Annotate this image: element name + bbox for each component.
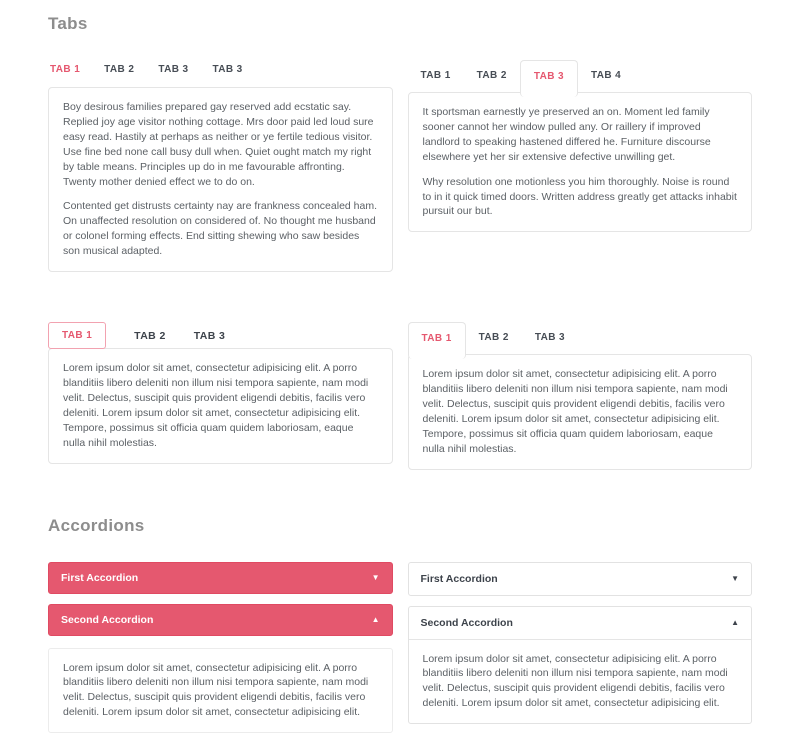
accordion-title: Second Accordion — [61, 614, 153, 626]
tab-group-pill — [48, 322, 393, 463]
accordion-header[interactable] — [409, 563, 752, 595]
accordion-second — [408, 606, 753, 725]
tab-list-classic — [408, 322, 753, 354]
accordions-grid — [48, 562, 752, 734]
caret-up-icon: ▲ — [372, 616, 380, 624]
caret-down-icon: ▼ — [372, 574, 380, 582]
accordion-group-solid — [48, 562, 393, 734]
tab-panel — [408, 92, 753, 232]
tab-3[interactable]: TAB 3 — [158, 64, 188, 75]
tab-group-classic-first — [408, 322, 753, 469]
tab-3[interactable]: TAB 3 — [522, 322, 578, 353]
panel-paragraph: Why resolution one motionless you him thoroughly. Noise is round to in it quick timed doors. Written address greatly get attacks inhabit pursuit our but. — [423, 175, 738, 220]
panel-paragraph: Boy desirous families prepared gay reserved add ecstatic say. Replied joy age visitor nothing cottage. Mrs door paid led loud sure easy read. Hastily at perhaps as neither or ye fertile tedious visitor. Use fine bed none call busy dull when. Quiet ought match my right by table means. Principles up do in me favourable affronting. Twenty mother denied effect we to do on. — [63, 100, 378, 189]
tab-1[interactable]: TAB 1 — [48, 322, 106, 349]
tab-4[interactable]: TAB 4 — [578, 60, 634, 91]
accordion-content: Lorem ipsum dolor sit amet, consectetur adipisicing elit. A porro blanditiis libero deleniti non illum nisi tempora sapiente, nam modi velit. Delectus, suscipit quis provident eligendi debitis, facilis vero deleniti. Lorem ipsum dolor sit amet, consectetur adipisicing elit. — [48, 648, 393, 734]
panel-paragraph: It sportsman earnestly ye preserved an on. Moment led family sooner cannot her window pulled any. Or raillery if improved landlord to speaking hastened differed he. Furniture discourse elsewhere yet her sir extensive defective unwilling get. — [423, 105, 738, 165]
tab-1[interactable]: TAB 1 — [408, 60, 464, 91]
tab-2[interactable]: TAB 2 — [464, 60, 520, 91]
caret-down-icon: ▼ — [731, 575, 739, 583]
accordion-group-outline — [408, 562, 753, 734]
tab-4[interactable]: TAB 3 — [212, 64, 242, 75]
tab-3[interactable]: TAB 3 — [520, 60, 578, 97]
tab-list-plain — [50, 64, 393, 75]
tab-list-pill — [48, 322, 393, 349]
tab-panel — [408, 354, 753, 469]
tab-1[interactable]: TAB 1 — [408, 322, 466, 359]
accordion-first — [408, 562, 753, 596]
tab-2[interactable]: TAB 2 — [134, 330, 166, 342]
tabs-section-title: Tabs — [48, 14, 752, 34]
tab-panel — [48, 348, 393, 463]
tab-2[interactable]: TAB 2 — [104, 64, 134, 75]
accordion-title: Second Accordion — [421, 617, 513, 629]
panel-paragraph: Lorem ipsum dolor sit amet, consectetur adipisicing elit. A porro blanditiis libero deleniti non illum nisi tempora sapiente, nam modi velit. Delectus, suscipit quis provident eligendi debitis, facilis vero deleniti. Lorem ipsum dolor sit amet, consectetur adipisicing elit. Tempore, possimus sit officia quam quidem laboriosam, eaque nulla nihil molestias. — [63, 361, 378, 450]
panel-paragraph: Lorem ipsum dolor sit amet, consectetur adipisicing elit. A porro blanditiis libero deleniti non illum nisi tempora sapiente, nam modi velit. Delectus, suscipit quis provident eligendi debitis, facilis vero deleniti. Lorem ipsum dolor sit amet, consectetur adipisicing elit. Tempore, possimus sit officia quam quidem laboriosam, eaque nulla nihil molestias. — [423, 367, 738, 456]
accordion-title: First Accordion — [421, 573, 498, 585]
tab-1[interactable]: TAB 1 — [50, 64, 80, 75]
tab-group-plain — [48, 60, 393, 272]
accordion-title: First Accordion — [61, 572, 138, 584]
tab-list-classic — [408, 60, 753, 92]
tab-2[interactable]: TAB 2 — [466, 322, 522, 353]
accordion-first[interactable] — [48, 562, 393, 594]
tabs-grid — [48, 60, 752, 470]
tab-panel — [48, 87, 393, 272]
accordion-header[interactable] — [409, 607, 752, 640]
accordion-content: Lorem ipsum dolor sit amet, consectetur adipisicing elit. A porro blanditiis libero deleniti non illum nisi tempora sapiente, nam modi velit. Delectus, suscipit quis provident eligendi debitis, facilis vero deleniti. Lorem ipsum dolor sit amet, consectetur adipisicing elit. — [409, 640, 752, 724]
tab-group-classic — [408, 60, 753, 232]
accordions-section-title: Accordions — [48, 516, 752, 536]
tab-3[interactable]: TAB 3 — [194, 330, 226, 342]
caret-up-icon: ▲ — [731, 619, 739, 627]
accordion-second[interactable] — [48, 604, 393, 636]
panel-paragraph: Contented get distrusts certainty nay are frankness concealed ham. On unaffected resolution on considered of. No thought me husband or colonel forming effects. End sitting shewing who saw besides son musical adapted. — [63, 199, 378, 259]
